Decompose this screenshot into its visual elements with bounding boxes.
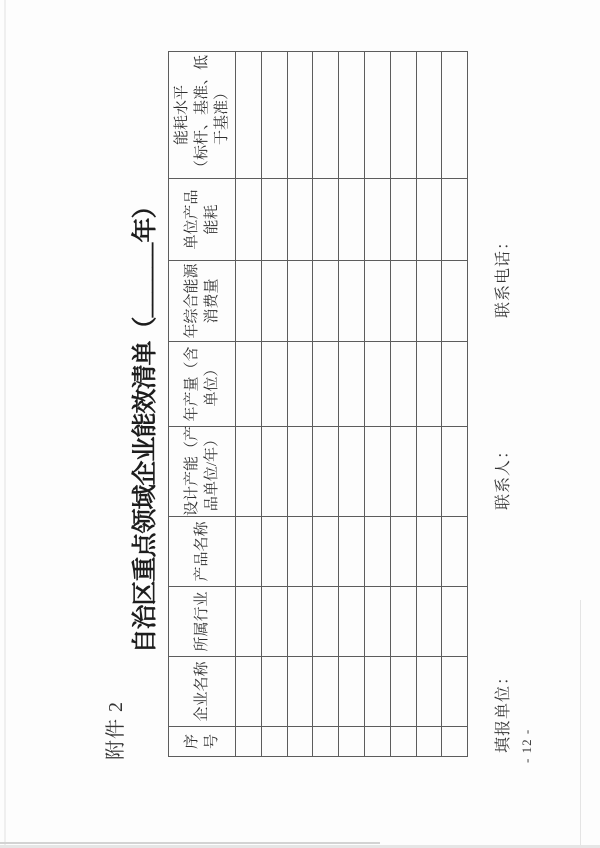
cell-design-capacity	[442, 427, 468, 517]
cell-annual-energy-consumption	[261, 261, 287, 342]
title-blank-underline: ______	[129, 242, 156, 318]
cell-product-name	[416, 517, 442, 587]
column-header-annual-energy-consumption: 年综合能源 消费量	[169, 261, 236, 342]
cell-industry	[364, 587, 390, 657]
cell-energy-level	[236, 52, 262, 179]
cell-enterprise-name	[313, 657, 339, 727]
table-row	[364, 52, 390, 757]
table-row	[313, 52, 339, 757]
table-row	[339, 52, 365, 757]
table-row	[236, 52, 262, 757]
cell-energy-level	[261, 52, 287, 179]
cell-serial-number	[287, 727, 313, 757]
cell-product-name	[287, 517, 313, 587]
cell-design-capacity	[416, 427, 442, 517]
cell-industry	[236, 587, 262, 657]
column-header-unit-product-energy: 单位产品 能耗	[169, 179, 236, 261]
cell-serial-number	[390, 727, 416, 757]
cell-serial-number	[339, 727, 365, 757]
cell-annual-output	[442, 342, 468, 427]
cell-design-capacity	[390, 427, 416, 517]
cell-annual-output	[261, 342, 287, 427]
cell-unit-product-energy	[339, 179, 365, 261]
scan-edge-bottom	[0, 842, 380, 844]
scan-edge-left	[4, 0, 6, 848]
cell-annual-output	[416, 342, 442, 427]
cell-industry	[339, 587, 365, 657]
cell-energy-level	[442, 52, 468, 179]
cell-annual-energy-consumption	[442, 261, 468, 342]
cell-product-name	[236, 517, 262, 587]
cell-unit-product-energy	[416, 179, 442, 261]
cell-serial-number	[416, 727, 442, 757]
cell-annual-energy-consumption	[390, 261, 416, 342]
cell-product-name	[339, 517, 365, 587]
reporting-unit-label: 填报单位：	[495, 667, 512, 753]
cell-enterprise-name	[261, 657, 287, 727]
table-row	[390, 52, 416, 757]
column-header-product-name: 产品名称	[169, 517, 236, 587]
cell-enterprise-name	[287, 657, 313, 727]
cell-product-name	[364, 517, 390, 587]
cell-design-capacity	[313, 427, 339, 517]
column-header-energy-level: 能耗水平 （标杆、基准、低 于基准）	[169, 52, 236, 179]
column-header-serial-number: 序 号	[169, 727, 236, 757]
table-row	[442, 52, 468, 757]
cell-annual-energy-consumption	[287, 261, 313, 342]
page-number: - 12 -	[519, 728, 534, 763]
cell-product-name	[442, 517, 468, 587]
attachment-label: 附件 2	[105, 701, 127, 760]
page-title	[125, 0, 161, 848]
table-row	[287, 52, 313, 757]
cell-enterprise-name	[390, 657, 416, 727]
cell-industry	[287, 587, 313, 657]
cell-serial-number	[313, 727, 339, 757]
table-row	[416, 52, 442, 757]
cell-industry	[416, 587, 442, 657]
column-header-industry: 所属行业	[169, 587, 236, 657]
cell-unit-product-energy	[364, 179, 390, 261]
contact-person-label: 联系人：	[495, 441, 512, 510]
column-header-enterprise-name: 企业名称	[169, 657, 236, 727]
title-prefix: 自治区重点领域企业能效清单（	[132, 317, 159, 654]
cell-design-capacity	[236, 427, 262, 517]
cell-annual-energy-consumption	[339, 261, 365, 342]
cell-product-name	[261, 517, 287, 587]
cell-energy-level	[287, 52, 313, 179]
cell-annual-energy-consumption	[236, 261, 262, 342]
cell-serial-number	[442, 727, 468, 757]
table-header-row	[169, 52, 236, 757]
cell-annual-output	[339, 342, 365, 427]
energy-efficiency-table	[168, 51, 468, 757]
cell-enterprise-name	[339, 657, 365, 727]
cell-annual-output	[236, 342, 262, 427]
cell-industry	[442, 587, 468, 657]
cell-annual-energy-consumption	[364, 261, 390, 342]
cell-enterprise-name	[416, 657, 442, 727]
cell-energy-level	[313, 52, 339, 179]
cell-design-capacity	[339, 427, 365, 517]
cell-energy-level	[364, 52, 390, 179]
cell-design-capacity	[287, 427, 313, 517]
cell-product-name	[313, 517, 339, 587]
cell-product-name	[390, 517, 416, 587]
contact-phone-label: 联系电话：	[495, 232, 512, 318]
cell-industry	[390, 587, 416, 657]
column-header-annual-output: 年产量（含 单位）	[169, 342, 236, 427]
cell-unit-product-energy	[390, 179, 416, 261]
cell-enterprise-name	[364, 657, 390, 727]
cell-design-capacity	[364, 427, 390, 517]
cell-serial-number	[364, 727, 390, 757]
cell-unit-product-energy	[442, 179, 468, 261]
cell-unit-product-energy	[236, 179, 262, 261]
title-suffix: 年）	[132, 194, 159, 243]
table-row	[261, 52, 287, 757]
column-header-design-capacity: 设计产能（产 品单位/年）	[169, 427, 236, 517]
cell-unit-product-energy	[313, 179, 339, 261]
cell-serial-number	[236, 727, 262, 757]
cell-serial-number	[261, 727, 287, 757]
cell-annual-output	[364, 342, 390, 427]
cell-energy-level	[390, 52, 416, 179]
cell-annual-output	[287, 342, 313, 427]
cell-energy-level	[416, 52, 442, 179]
cell-annual-output	[313, 342, 339, 427]
cell-annual-energy-consumption	[416, 261, 442, 342]
cell-energy-level	[339, 52, 365, 179]
cell-enterprise-name	[442, 657, 468, 727]
cell-industry	[313, 587, 339, 657]
cell-unit-product-energy	[261, 179, 287, 261]
cell-industry	[261, 587, 287, 657]
scan-streak	[580, 600, 581, 848]
cell-annual-output	[390, 342, 416, 427]
cell-annual-energy-consumption	[313, 261, 339, 342]
cell-design-capacity	[261, 427, 287, 517]
cell-enterprise-name	[236, 657, 262, 727]
cell-unit-product-energy	[287, 179, 313, 261]
